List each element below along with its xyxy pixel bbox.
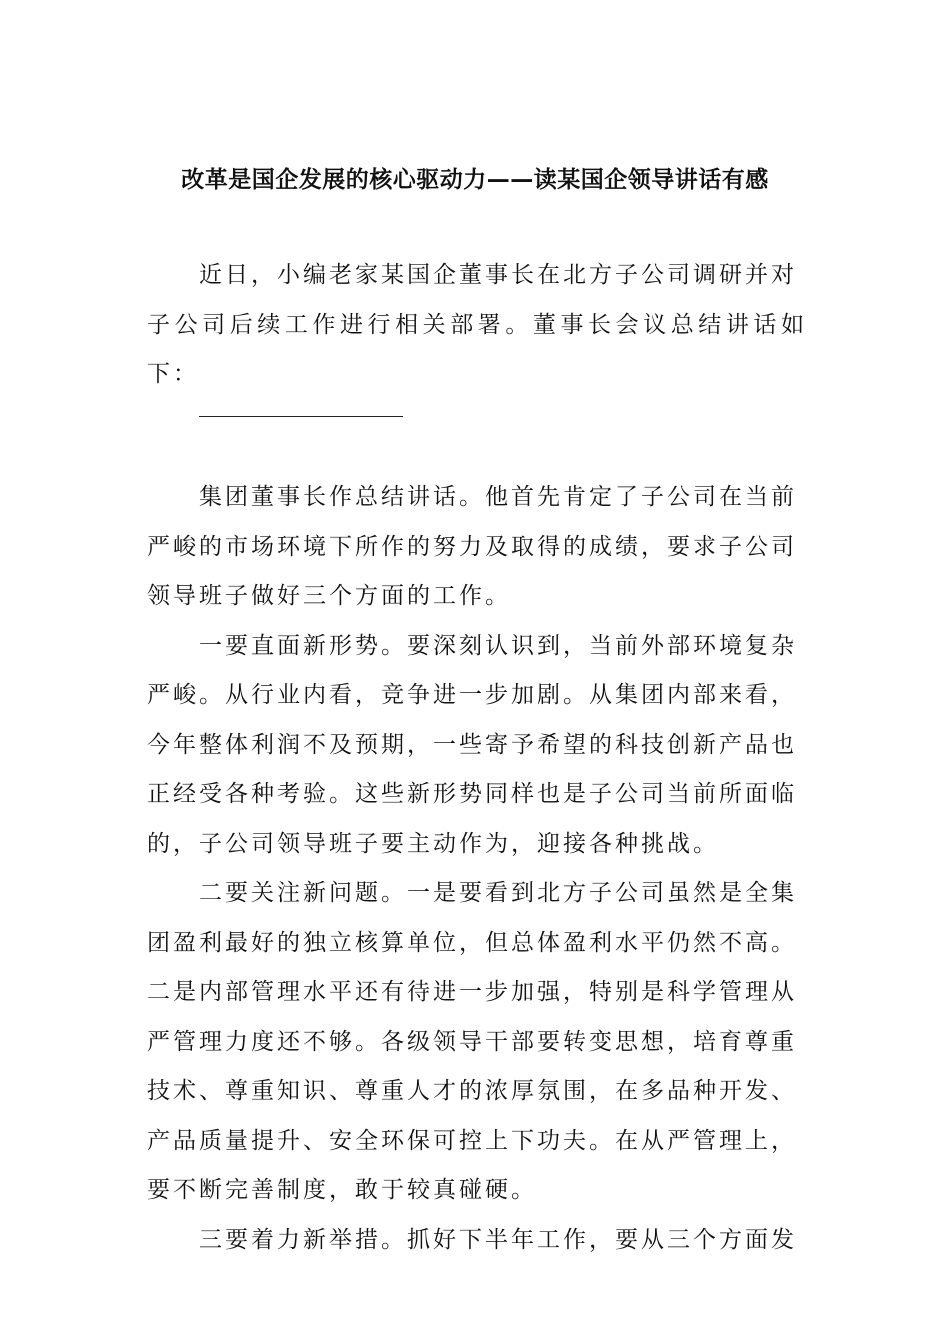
intro-paragraph: [147, 251, 807, 400]
text-line: 近日，小编老家某国企董事长在北方子公司调研并对: [199, 262, 797, 288]
body-paragraph: [147, 622, 807, 870]
text-line: 一要直面新形势。要深刻认识到，当前外部环境复杂: [199, 632, 797, 659]
document-body: [147, 251, 807, 1265]
spacer: [147, 449, 807, 473]
text-line: 领导班子做好三个方面的工作。: [147, 583, 511, 609]
document-title: 改革是国企发展的核心驱动力——读某国企领导讲话有感: [181, 167, 769, 193]
text-line: 正经受各种考验。这些新形势同样也是子公司当前所面临: [147, 781, 797, 807]
text-line: 严峻的市场环境下所作的努力及取得的成绩，要求子公司: [147, 533, 797, 560]
separator-line: [147, 400, 807, 450]
text-line: 要不断完善制度，敢于较真碰硬。: [147, 1177, 537, 1203]
body-paragraph: [147, 1216, 807, 1266]
text-line: 今年整体利润不及预期，一些寄予希望的科技创新产品也: [147, 731, 797, 758]
dash-rule: [199, 416, 403, 417]
text-line: 二要关注新问题。一是要看到北方子公司虽然是全集: [199, 880, 797, 906]
text-line: 二是内部管理水平还有待进一步加强，特别是科学管理从: [147, 979, 797, 1005]
body-paragraph: [147, 473, 807, 622]
text-line: 严管理力度还不够。各级领导干部要转变思想，培育尊重: [147, 1028, 797, 1055]
text-line: 产品质量提升、安全环保可控上下功夫。在从严管理上，: [147, 1127, 797, 1154]
text-line: 三要着力新举措。抓好下半年工作，要从三个方面发: [199, 1226, 797, 1253]
text-line: 严峻。从行业内看，竞争进一步加剧。从集团内部来看，: [147, 682, 797, 708]
text-line: 团盈利最好的独立核算单位，但总体盈利水平仍然不高。: [147, 929, 797, 956]
text-line: 技术、尊重知识、尊重人才的浓厚氛围，在多品种开发、: [147, 1078, 797, 1104]
text-line: 的，子公司领导班子要主动作为，迎接各种挑战。: [147, 830, 719, 857]
body-paragraph: [147, 869, 807, 1216]
text-line: 子公司后续工作进行相关部署。董事长会议总结讲话如下：: [147, 311, 807, 387]
text-line: 集团董事长作总结讲话。他首先肯定了子公司在当前: [199, 484, 797, 510]
